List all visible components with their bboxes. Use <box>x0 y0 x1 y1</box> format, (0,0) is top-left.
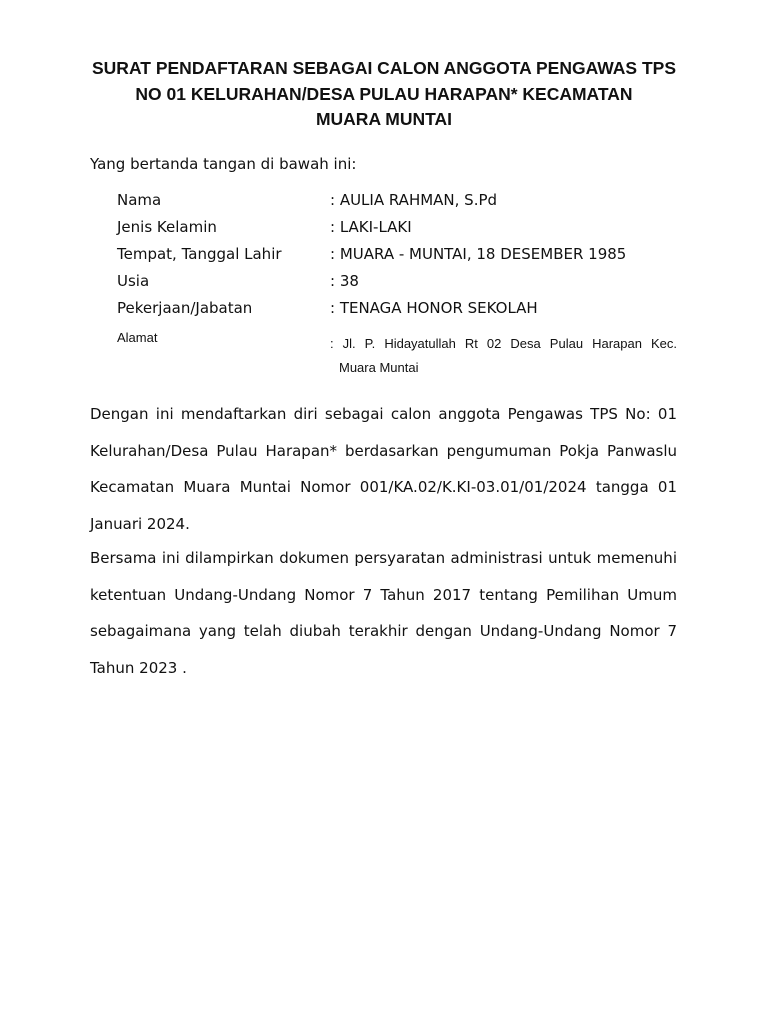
field-row-nama <box>117 190 677 217</box>
paragraph-line: sebagaimana yang telah diubah terakhir dengan Undang-Undang Nomor 7 <box>90 622 677 640</box>
field-value: : MUARA - MUNTAI, 18 DESEMBER 1985 <box>330 245 627 263</box>
identity-fields <box>117 190 677 383</box>
paragraph-line: Tahun 2023 . <box>90 658 187 677</box>
field-value: : 38 <box>330 272 359 290</box>
address-line-2: Muara Muntai <box>339 360 419 375</box>
field-label: Nama <box>117 191 162 209</box>
field-value: : LAKI-LAKI <box>330 218 412 236</box>
paragraph-line: Bersama ini dilampirkan dokumen persyaratan administrasi untuk memenuhi <box>90 549 677 567</box>
paragraph-line: Dengan ini mendaftarkan diri sebagai calon anggota Pengawas TPS No: 01 <box>90 405 677 423</box>
title-line: SURAT PENDAFTARAN SEBAGAI CALON ANGGOTA PENGAWAS TPS <box>92 58 676 78</box>
field-label: Pekerjaan/Jabatan <box>117 299 253 317</box>
paragraph-attachments <box>90 548 677 694</box>
field-label: Tempat, Tanggal Lahir <box>117 245 282 263</box>
paragraph-line: Kecamatan Muara Muntai Nomor 001/KA.02/K.KI-03.01/01/2024 tangga 01 <box>90 478 677 496</box>
field-label: Alamat <box>117 330 158 345</box>
field-label: Usia <box>117 272 150 290</box>
intro-text: Yang bertanda tangan di bawah ini: <box>90 155 357 173</box>
address-line-1: : Jl. P. Hidayatullah Rt 02 Desa Pulau Harapan Kec. <box>330 336 677 351</box>
paragraph-line: ketentuan Undang-Undang Nomor 7 Tahun 2017 tentang Pemilihan Umum <box>90 585 677 604</box>
field-row-jenis-kelamin <box>117 217 677 244</box>
title-line: MUARA MUNTAI <box>315 109 453 129</box>
title-line: NO 01 KELURAHAN/DESA PULAU HARAPAN* KECAMATAN <box>135 83 633 104</box>
paragraph-registration <box>90 404 677 550</box>
field-label: Jenis Kelamin <box>117 218 217 236</box>
paragraph-line: Kelurahan/Desa Pulau Harapan* berdasarkan pengumuman Pokja Panwaslu <box>90 441 677 460</box>
field-row-tempat-tanggal-lahir <box>117 244 677 271</box>
field-row-alamat <box>117 329 677 387</box>
field-value: : TENAGA HONOR SEKOLAH <box>330 299 538 317</box>
field-value: : AULIA RAHMAN, S.Pd <box>330 191 498 209</box>
document-title <box>90 56 678 133</box>
field-row-usia <box>117 271 677 298</box>
paragraph-line: Januari 2024. <box>90 514 190 533</box>
field-row-pekerjaan <box>117 298 677 325</box>
